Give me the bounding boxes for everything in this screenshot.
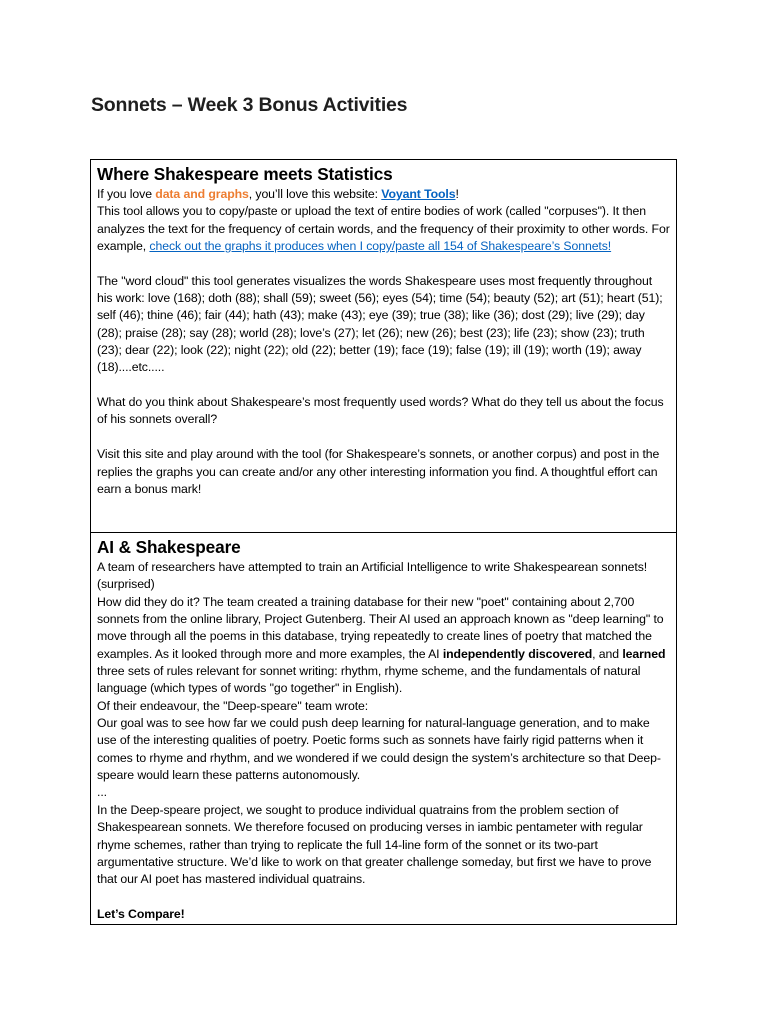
lets-compare-text: Let’s Compare! [97, 906, 185, 921]
data-and-graphs-highlight: data and graphs [155, 187, 249, 201]
ai-method [97, 594, 670, 698]
paragraph-gap [97, 889, 670, 906]
paragraph-gap [97, 377, 670, 394]
method-prefix: How did they do it? The team created a training database for their new "poet" containing about 2,700 sonnets from the online library, Project Gutenberg. Their AI used an approach known as "deep learning" to move through all the poems in this database, trying repeatedly to create lines of poetry that matched the examples. As it looked through more and more examples, the AI [97, 594, 664, 661]
question-paragraph: What do you think about Shakespeare’s most frequently used words? What do they tell us about the focus of his sonnets overall? [97, 395, 664, 427]
ai-section [91, 533, 676, 924]
independently-discovered-text: independently discovered [442, 646, 593, 661]
tool-description [97, 203, 670, 255]
learned-text: learned [622, 646, 666, 661]
intro-middle: , you’ll love this website: [248, 187, 382, 201]
voyant-tools-link[interactable]: Voyant Tools [381, 187, 456, 201]
statistics-heading: Where Shakespeare meets Statistics [97, 164, 393, 184]
ai-heading: AI & Shakespeare [97, 537, 241, 557]
sonnets-graphs-link[interactable]: check out the graphs it produces when I copy/paste all 154 of Shakespeare’s Sonnets! [149, 239, 612, 254]
quote-goal: Our goal was to see how far we could push deep learning for natural-language generation, and to make use of the interesting qualities of poetry. Poetic forms such as sonnets have fairly rigid patterns when it comes to rhyme and rhythm, and we wondered if we could design the system’s architecture so that Deep-speare would learn these patterns autonomously. [97, 716, 661, 783]
intro-prefix: If you love [97, 187, 156, 201]
word-cloud-paragraph: The "word cloud" this tool generates visualizes the words Shakespeare uses most frequently throughout his work: love (168); doth (88); shall (59); sweet (56); eyes (54); time (54); beauty (52); art (51); heart (51); self (46); thine (46); fair (44); hath (43); make (43); eye (39); true (38); like (36); dost (29); live (29); day (28); praise (28); say (28); world (28); love’s (27); let (26); new (26); best (23); life (23); show (23); truth (23); dear (22); look (22); night (22); old (22); better (19); face (19); false (19); ill (19); worth (19); away (18)....etc..... [97, 273, 663, 375]
tool-description-text: This tool allows you to copy/paste or upload the text of entire bodies of work (called "corpuses"). It then analyzes the text for the frequency of certain words, and the frequency of their proximity to other words. For example, [97, 204, 670, 254]
activities-table [90, 159, 677, 925]
paragraph-gap [97, 255, 670, 272]
team-wrote: Of their endeavour, the "Deep-speare" team wrote: [97, 698, 369, 713]
statistics-section [91, 160, 676, 533]
page-title: Sonnets – Week 3 Bonus Activities [91, 94, 408, 116]
quote-ellipsis: ... [97, 785, 107, 800]
quote-project: In the Deep-speare project, we sought to produce individual quatrains from the problem section of Shakespearean sonnets. We therefore focused on producing verses in iambic pentameter with regular rhyme schemes, rather than trying to replicate the full 14-line form of the sonnet or its two-part argumentative structure. We’d like to work on that greater challenge someday, but first we have to prove that our AI poet has mastered individual quatrains. [97, 802, 652, 887]
method-suffix: three sets of rules relevant for sonnet writing: rhythm, rhyme scheme, and the fundamentals of natural language (which types of words "go together" in English). [97, 664, 641, 696]
instructions-paragraph: Visit this site and play around with the tool (for Shakespeare’s sonnets, or another corpus) and post in the replies the graphs you can create and/or any other interesting information you find. A thoughtful effort can earn a bonus mark! [97, 447, 660, 496]
intro-suffix: ! [455, 187, 459, 201]
method-middle: , and [592, 646, 623, 661]
statistics-intro [97, 186, 670, 203]
lets-compare [97, 906, 670, 923]
ai-intro: A team of researchers have attempted to train an Artificial Intelligence to write Shakespearean sonnets! (surprised) [97, 560, 648, 592]
paragraph-gap [97, 429, 670, 446]
